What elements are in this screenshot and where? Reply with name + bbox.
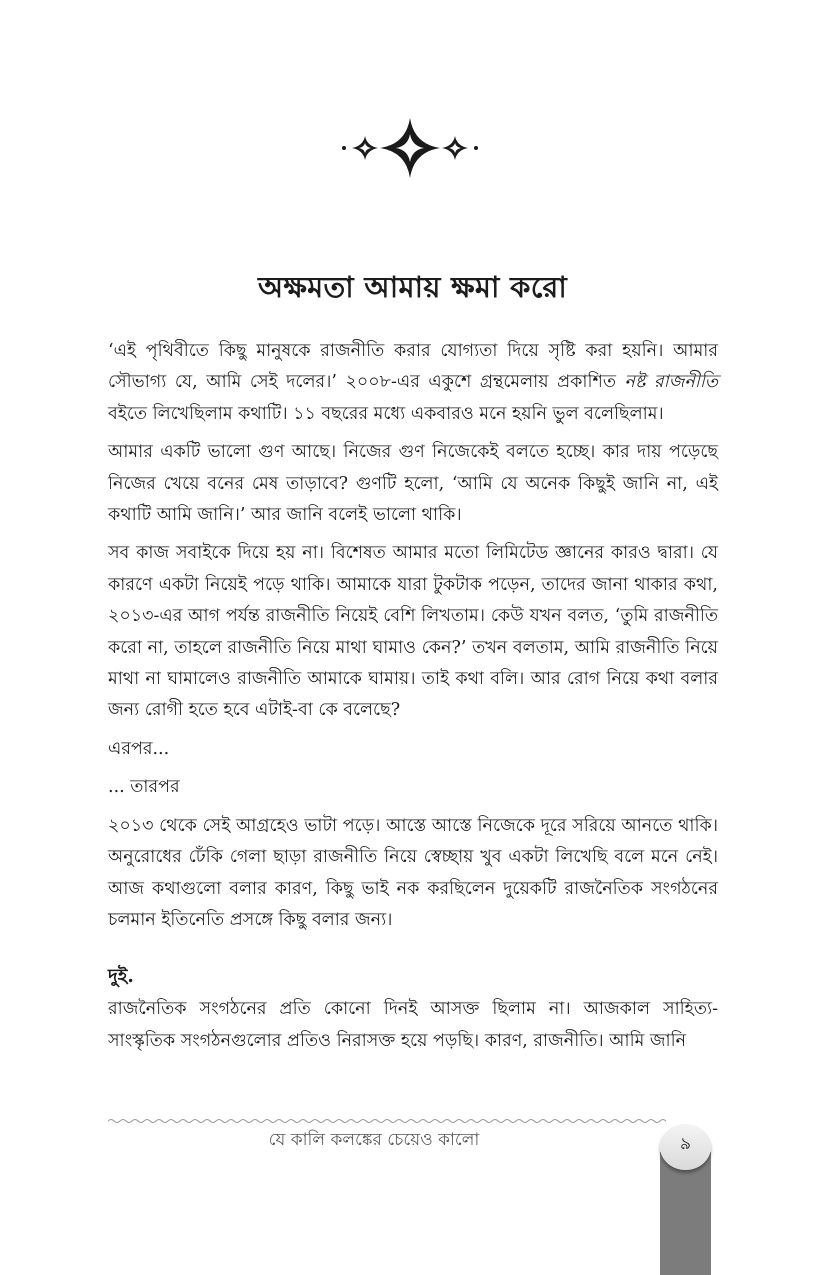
running-title: যে কালি কলঙ্কের চেয়েও কালো (268, 1130, 480, 1150)
paragraph-3: সব কাজ সবাইকে দিয়ে হয় না। বিশেষত আমার মতো লিমিটেড জ্ঞানের কারও দ্বারা। যে কারণে একটা নিয়েই পড়ে থাকি। আমাকে যারা টুকটাক পড়েন, তাদের জানা থাকার কথা, ২০১৩-এর আগ পর্যন্ত রাজনীতি নিয়েই বেশি লিখতাম। কেউ যখন বলত, ‘তুমি রাজনীতি করো না, তাহলে রাজনীতি নিয়ে মাথা ঘামাও কেন?’ তখন বলতাম, আমি রাজনীতি নিয়ে মাথা না ঘামালেও রাজনীতি আমাকে ঘামায়। তাই কথা বলি। আর রোগ নিয়ে কথা বলার জন্য রোগী হতে হবে এটাই-বা কে বলেছে? (108, 543, 718, 721)
page-number: ৯ (660, 1124, 711, 1170)
chapter-body (108, 336, 718, 1064)
paragraph-5: ... তারপর (108, 777, 180, 798)
paragraph-2: আমার একটি ভালো গুণ আছে। নিজের গুণ নিজেকেই বলতে হচ্ছে। কার দায় পড়েছে নিজের খেয়ে বনের মেষ তাড়াবে? গুণটি হলো, ‘আমি যে অনেক কিছুই জানি না, এই কথাটি আমি জানি।’ আর জানি বলেই ভালো থাকি। (108, 442, 718, 526)
paragraph-6: ২০১৩ থেকে সেই আগ্রহেও ভাটা পড়ে। আস্তে আস্তে নিজেকে দূরে সরিয়ে আনতে থাকি। অনুরোধের ঢেঁকি গেলা ছাড়া রাজনীতি নিয়ে স্বেচ্ছায় খুব একটা লিখেছি বলে মনে নেই। আজ কথাগুলো বলার কারণ, কিছু ভাই নক করছিলেন দুয়েকটি রাজনৈতিক সংগঠনের চলমান ইতিনেতি প্রসঙ্গে কিছু বলার জন্য। (108, 815, 718, 930)
book-title: নষ্ট রাজনীতি (624, 372, 718, 393)
paragraph-1-text-a: ‘এই পৃথিবীতে কিছু মানুষকে রাজনীতি করার যোগ্যতা দিয়ে সৃষ্টি করা হয়নি। আমার সৌভাগ্য যে, আমি সেই দলের।’ ২০০৮-এর একুশে গ্রন্থমেলায় প্রকাশিত (108, 341, 718, 393)
section-heading: দুই. (108, 966, 134, 988)
paragraph-4: এরপর... (108, 738, 170, 759)
footer-wavy-rule (108, 1118, 666, 1124)
paragraph-1 (108, 336, 718, 430)
diamond-ornament-icon (340, 112, 480, 184)
section-paragraph: রাজনৈতিক সংগঠনের প্রতি কোনো দিনই আসক্ত ছিলাম না। আজকাল সাহিত্য-সাংস্কৃতিক সংগঠনগুলোর প্রতিও নিরাসক্ত হয়ে পড়ছি। কারণ, রাজনীতি। আমি জানি (108, 999, 718, 1051)
page-tab (660, 1152, 711, 1275)
chapter-title: অক্ষমতা আমায় ক্ষমা করো (257, 270, 568, 304)
paragraph-1-text-b: বইতে লিখেছিলাম কথাটি। ১১ বছরের মধ্যে একবারও মনে হয়নি ভুল বলেছিলাম। (108, 403, 664, 424)
